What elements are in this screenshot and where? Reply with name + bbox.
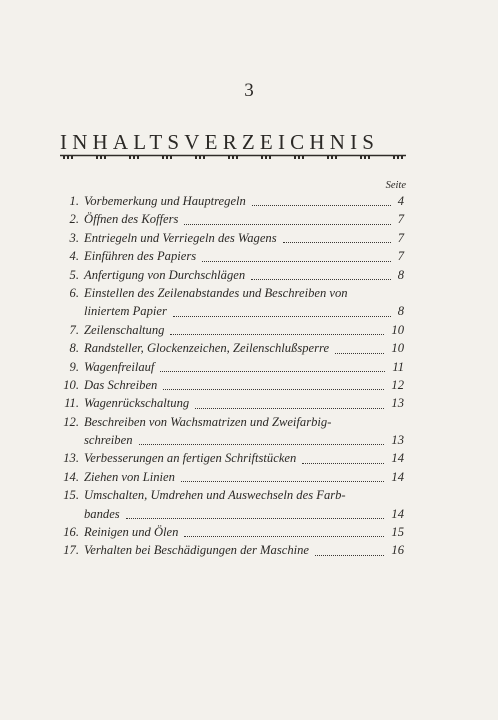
entry-number: 3.: [69, 230, 79, 245]
entry-title: Reinigen und Ölen: [84, 525, 179, 540]
dot-leader: [252, 205, 391, 206]
entry-title: Verbesserungen an fertigen Schriftstücken: [84, 451, 297, 466]
dot-leader: [173, 316, 391, 317]
dot-leader: [251, 279, 391, 280]
entry-title: Randsteller, Glockenzeichen, Zeilenschlußsperre: [84, 341, 330, 356]
dot-leader: [335, 353, 384, 354]
toc-entry: [58, 321, 406, 339]
toc-entry: [58, 413, 406, 431]
dot-leader: [302, 463, 384, 464]
toc-entry: [58, 192, 406, 210]
entry-number: 17.: [63, 543, 79, 558]
entry-title: Wagenrückschaltung: [84, 396, 190, 411]
entry-number: 14.: [63, 469, 79, 484]
entry-number: 9.: [69, 359, 79, 374]
entry-title: Entriegeln und Verriegeln des Wagens: [84, 230, 277, 245]
entry-number: 5.: [69, 267, 79, 282]
entry-number: 12.: [63, 414, 79, 429]
dot-leader: [184, 536, 384, 537]
entry-number: 4.: [69, 249, 79, 264]
entry-page: 15: [391, 525, 404, 540]
entry-page: 13: [391, 433, 404, 448]
page-column-label: Seite: [385, 180, 406, 191]
entry-title: Wagenfreilauf: [84, 359, 155, 374]
entry-number: 10.: [63, 377, 79, 392]
entry-page: 8: [397, 267, 404, 282]
entry-number: 1.: [69, 194, 79, 208]
entry-page: 8: [397, 304, 404, 319]
toc-entry: [58, 210, 406, 228]
entry-page: 14: [391, 506, 404, 521]
toc-entry: [58, 339, 406, 357]
entry-number: 7.: [69, 322, 79, 337]
toc-entry: [58, 523, 406, 541]
entry-number: 6.: [69, 285, 79, 300]
entry-number: 15.: [63, 488, 79, 503]
dot-leader: [195, 408, 384, 409]
entry-title: liniertem Papier: [84, 304, 167, 319]
entry-number: 16.: [63, 525, 79, 540]
toc-entry: [58, 505, 406, 523]
toc-entry: [58, 468, 406, 486]
entry-title: Anfertigung von Durchschlägen: [84, 267, 246, 282]
entry-title: Ziehen von Linien: [84, 469, 175, 484]
entry-page: 16: [391, 543, 404, 558]
toc-entry: [58, 376, 406, 394]
ornamental-rule: [58, 154, 408, 162]
dot-leader: [315, 555, 384, 556]
entry-page: 7: [397, 249, 404, 264]
toc-entry: [58, 302, 406, 320]
entry-page: 14: [391, 469, 404, 484]
page-title: INHALTSVERZEICHNIS: [60, 130, 380, 154]
entry-title: Öffnen des Koffers: [84, 212, 179, 227]
dot-leader: [126, 518, 385, 519]
dot-leader: [163, 389, 384, 390]
entry-page: 13: [391, 396, 404, 411]
dot-leader: [184, 224, 390, 225]
dot-leader: [170, 334, 384, 335]
toc-entry: [58, 266, 406, 284]
entry-title: Einstellen des Zeilenabstandes und Beschreiben von: [84, 285, 348, 300]
page-number: 3: [244, 80, 254, 101]
entry-number: 8.: [69, 341, 79, 356]
toc-entry: [58, 486, 406, 504]
entry-title: Zeilenschaltung: [84, 322, 165, 337]
entry-page: 7: [397, 212, 404, 227]
toc-entry: [58, 358, 406, 376]
entry-title: Beschreiben von Wachsmatrizen und Zweifarbig-: [84, 414, 332, 429]
table-of-contents: [58, 192, 406, 560]
toc-entry: [58, 449, 406, 467]
toc-entry: [58, 431, 406, 449]
entry-page: 11: [392, 359, 404, 374]
entry-number: 11.: [64, 396, 79, 411]
toc-entry: [58, 541, 406, 559]
toc-entry: [58, 394, 406, 412]
entry-title: Vorbemerkung und Hauptregeln: [84, 194, 246, 208]
entry-title: Umschalten, Umdrehen und Auswechseln des Farb-: [84, 488, 346, 503]
entry-title: Das Schreiben: [84, 377, 158, 392]
dot-leader: [160, 371, 385, 372]
dot-leader: [181, 481, 384, 482]
entry-page: 10: [391, 322, 404, 337]
entry-number: 13.: [63, 451, 79, 466]
toc-entry: [58, 284, 406, 302]
dot-leader: [283, 242, 391, 243]
entry-title: bandes: [84, 506, 120, 521]
entry-title: Einführen des Papiers: [84, 249, 197, 264]
entry-page: 7: [397, 230, 404, 245]
toc-entry: [58, 229, 406, 247]
entry-page: 10: [391, 341, 404, 356]
entry-number: 2.: [69, 212, 79, 227]
entry-page: 14: [391, 451, 404, 466]
dot-leader: [202, 261, 391, 262]
entry-title: Verhalten bei Beschädigungen der Maschine: [84, 543, 310, 558]
dot-leader: [139, 444, 385, 445]
toc-entry: [58, 247, 406, 265]
entry-title: schreiben: [84, 433, 133, 448]
entry-page: 4: [397, 194, 404, 208]
entry-page: 12: [391, 377, 404, 392]
